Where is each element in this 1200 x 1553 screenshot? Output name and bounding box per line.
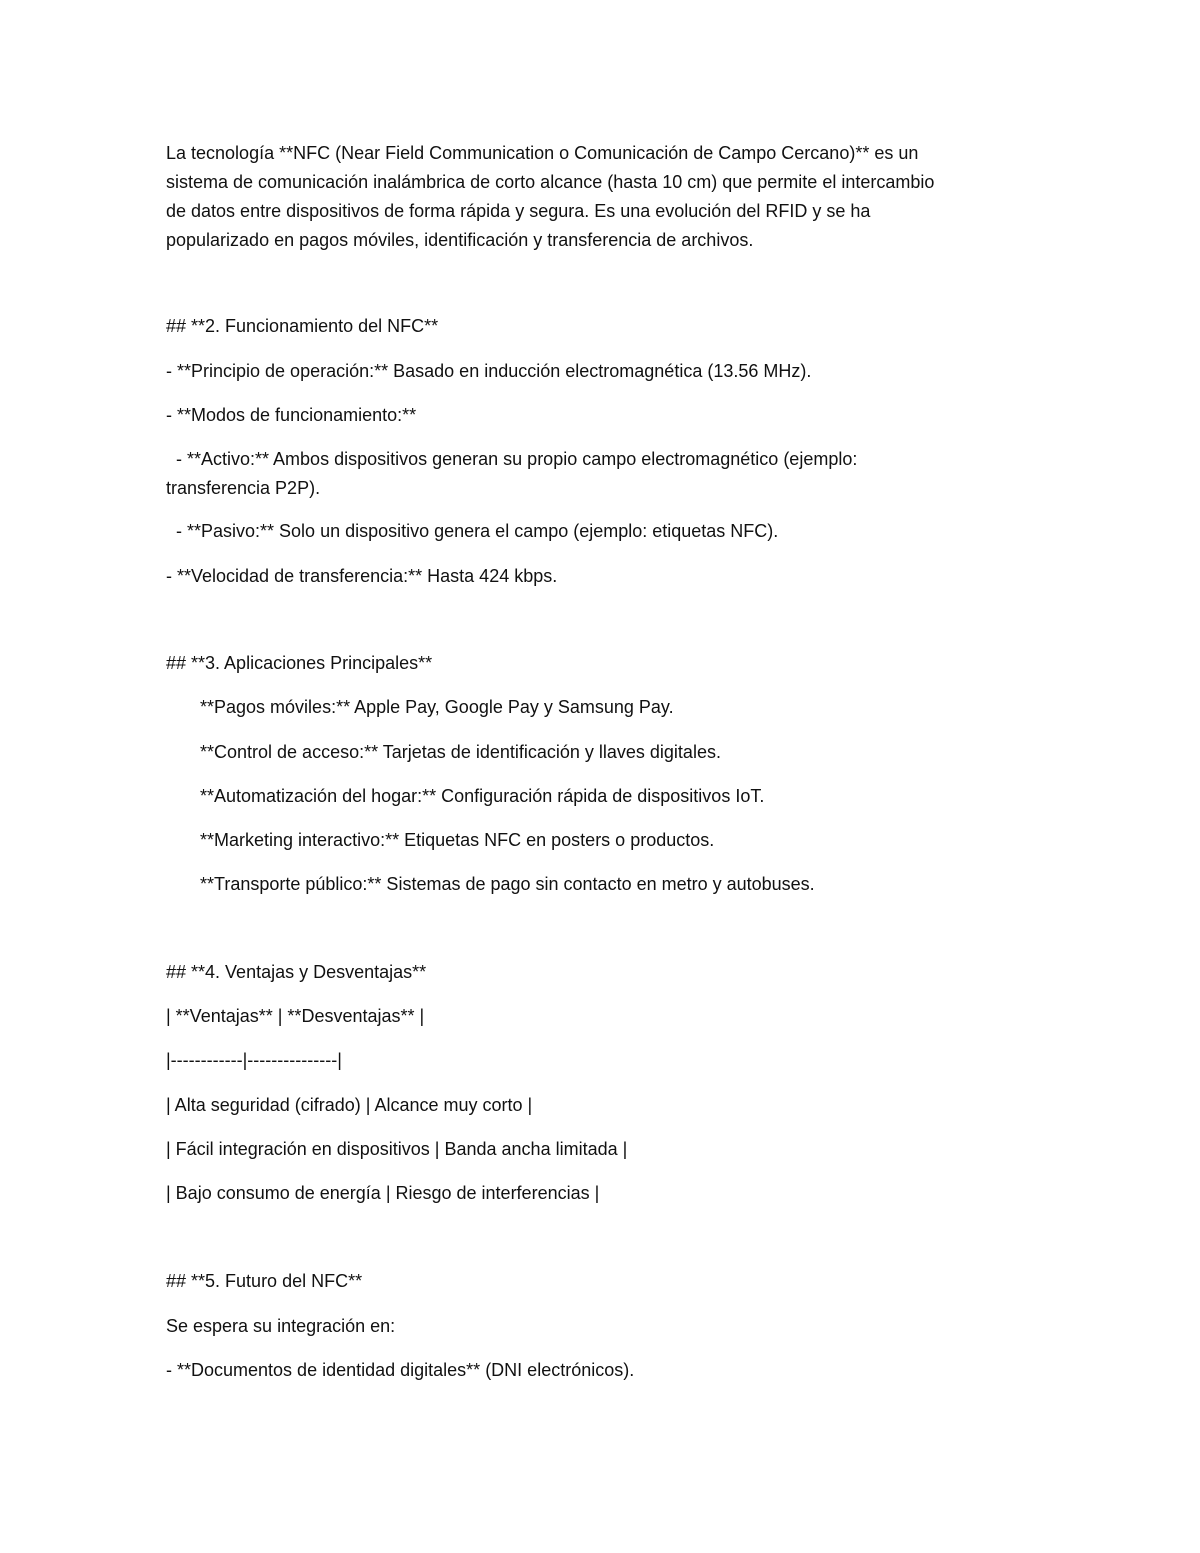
application-item: **Marketing interactivo:** Etiquetas NFC en posters o productos. bbox=[200, 830, 715, 850]
speed-item: - **Velocidad de transferencia:** Hasta 424 kbps. bbox=[166, 566, 558, 586]
table-header: | **Ventajas** | **Desventajas** | bbox=[166, 1006, 425, 1026]
application-item: **Transporte público:** Sistemas de pago sin contacto en metro y autobuses. bbox=[200, 874, 815, 894]
table-row: | Alta seguridad (cifrado) | Alcance muy corto | bbox=[166, 1095, 533, 1115]
intro-paragraph bbox=[166, 139, 1026, 255]
passive-mode-item: - **Pasivo:** Solo un dispositivo genera el campo (ejemplo: etiquetas NFC). bbox=[166, 521, 779, 541]
intro-line: popularizado en pagos móviles, identificación y transferencia de archivos. bbox=[166, 230, 754, 250]
table-row: | Fácil integración en dispositivos | Banda ancha limitada | bbox=[166, 1139, 628, 1159]
intro-line: de datos entre dispositivos de forma rápida y segura. Es una evolución del RFID y se ha bbox=[166, 201, 871, 221]
intro-line: sistema de comunicación inalámbrica de corto alcance (hasta 10 cm) que permite el intercambio bbox=[166, 172, 935, 192]
active-mode-item-continued: transferencia P2P). bbox=[166, 478, 321, 498]
table-row: | Bajo consumo de energía | Riesgo de interferencias | bbox=[166, 1183, 600, 1203]
principle-item: - **Principio de operación:** Basado en inducción electromagnética (13.56 MHz). bbox=[166, 361, 812, 381]
section5-intro: Se espera su integración en: bbox=[166, 1316, 396, 1336]
application-item: **Automatización del hogar:** Configuración rápida de dispositivos IoT. bbox=[200, 786, 765, 806]
future-item: - **Documentos de identidad digitales** (DNI electrónicos). bbox=[166, 1360, 635, 1380]
application-item: **Pagos móviles:** Apple Pay, Google Pay y Samsung Pay. bbox=[200, 697, 674, 717]
table-separator: |------------|---------------| bbox=[166, 1050, 342, 1070]
application-item: **Control de acceso:** Tarjetas de identificación y llaves digitales. bbox=[200, 742, 721, 762]
section3-heading: ## **3. Aplicaciones Principales** bbox=[166, 653, 433, 673]
section5-heading: ## **5. Futuro del NFC** bbox=[166, 1271, 363, 1291]
modes-item: - **Modos de funcionamiento:** bbox=[166, 405, 417, 425]
section2-heading: ## **2. Funcionamiento del NFC** bbox=[166, 316, 439, 336]
section4-heading: ## **4. Ventajas y Desventajas** bbox=[166, 962, 427, 982]
intro-line: La tecnología **NFC (Near Field Communication o Comunicación de Campo Cercano)** es un bbox=[166, 143, 919, 163]
active-mode-item: - **Activo:** Ambos dispositivos generan su propio campo electromagnético (ejemplo: bbox=[166, 449, 858, 469]
